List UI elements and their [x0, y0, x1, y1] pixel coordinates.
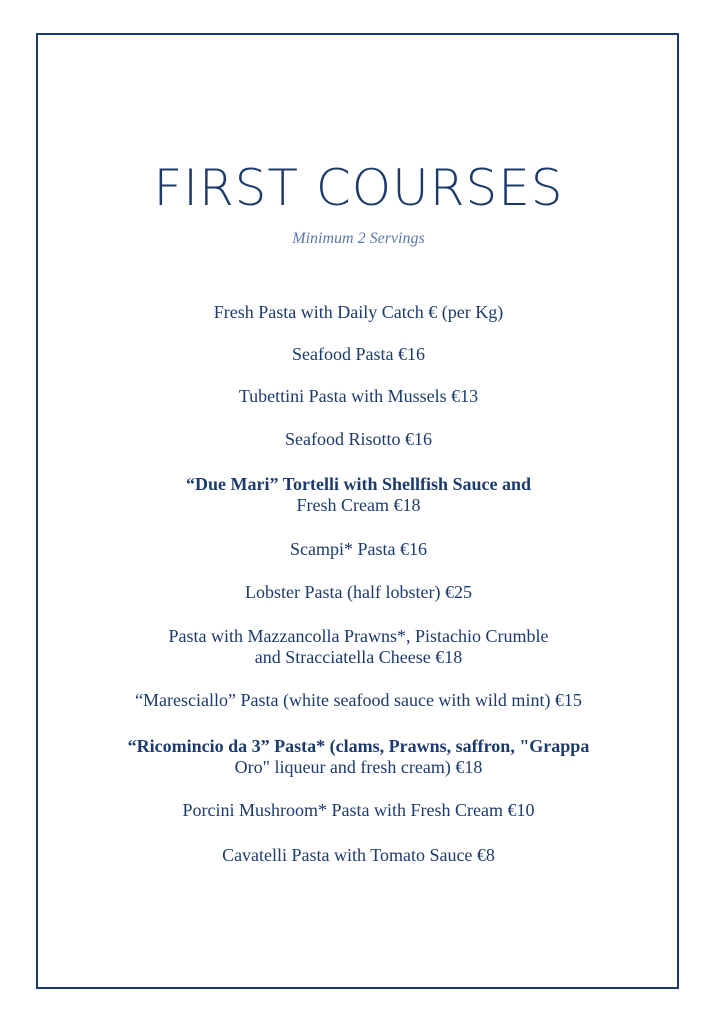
- menu-item: [0, 626, 717, 668]
- menu-item-text: Pasta with Mazzancolla Prawns*, Pistachio Crumble: [168, 626, 549, 646]
- menu-item: [0, 474, 717, 516]
- menu-item: [0, 539, 717, 560]
- menu-item-text: “Maresciallo” Pasta (white seafood sauce with wild mint) €15: [135, 690, 582, 710]
- menu-item: [0, 429, 717, 450]
- menu-item: [0, 386, 717, 407]
- menu-item: [0, 845, 717, 866]
- menu-item-text-continued: Oro" liqueur and fresh cream) €18: [234, 757, 483, 777]
- menu-item-text: Lobster Pasta (half lobster) €25: [245, 582, 472, 602]
- menu-item-text: Seafood Pasta €16: [292, 344, 425, 364]
- menu-item-text: Tubettini Pasta with Mussels €13: [238, 386, 479, 406]
- menu-item: [0, 690, 717, 711]
- menu-item-text-continued: and Stracciatella Cheese €18: [254, 647, 463, 667]
- page-title: FIRST COURSES: [153, 159, 564, 217]
- menu-item: [0, 800, 717, 821]
- menu-item-text: Scampi* Pasta €16: [290, 539, 427, 559]
- menu-item: [0, 302, 717, 323]
- menu-item-text: “Ricomincio da 3” Pasta* (clams, Prawns, saffron, "Grappa: [127, 736, 590, 756]
- menu-item-text-continued: Fresh Cream €18: [296, 495, 421, 515]
- menu-item-text: “Due Mari” Tortelli with Shellfish Sauce and: [185, 474, 532, 494]
- menu-item-text: Fresh Pasta with Daily Catch € (per Kg): [213, 302, 504, 322]
- menu-item: [0, 582, 717, 603]
- menu-item: [0, 344, 717, 365]
- menu-item-text: Porcini Mushroom* Pasta with Fresh Cream €10: [182, 800, 535, 820]
- menu-item: [0, 736, 717, 778]
- page-subtitle: Minimum 2 Servings: [292, 230, 425, 247]
- menu-item-text: Seafood Risotto €16: [285, 429, 432, 449]
- menu-item-text: Cavatelli Pasta with Tomato Sauce €8: [222, 845, 495, 865]
